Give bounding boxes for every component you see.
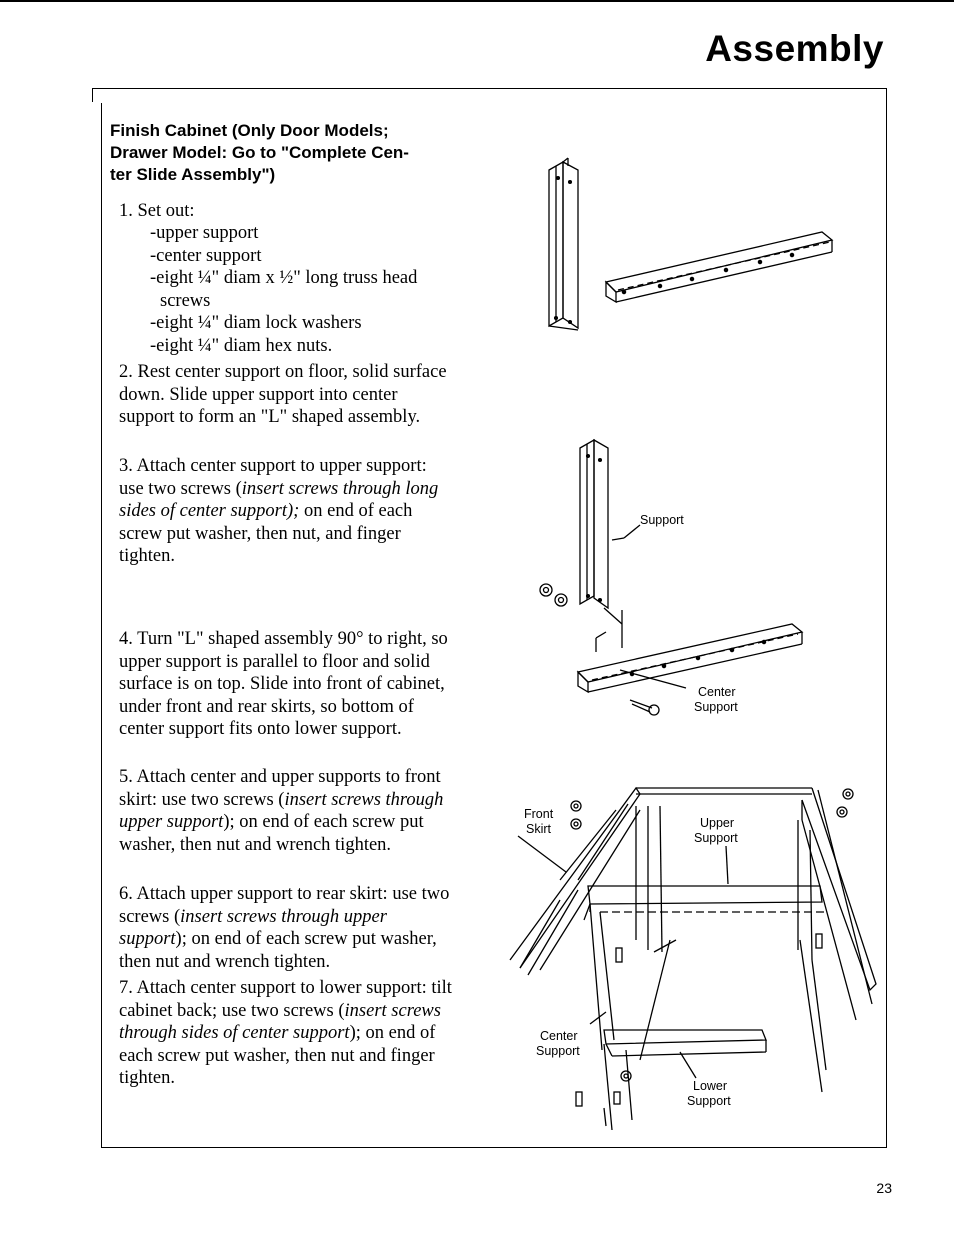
list-item: -center support [150,245,262,266]
step-3-text: 3. Attach center support to upper support: use two screws ( [119,456,427,499]
step-7-text-end: ); on end of each screw put washer, then nut and finger tighten. [119,1023,436,1088]
step-5-text: 5. Attach center and upper supports to front skirt: use two screws ( [119,767,441,810]
step-6-italic: insert screws through upper support [119,906,387,949]
step-3-text-end: on end of each screw put washer, then nut, and finger tighten. [119,501,413,566]
list-item: -eight ¼" diam lock washers [150,313,362,333]
support-drawing-2 [540,440,640,652]
step-7-italic: insert screws through sides of center support [119,1000,441,1043]
heading-line: Finish Cabinet (Only Door Models; [110,121,389,140]
front-label: Front [524,807,554,821]
upper-support-drawing-1 [606,232,832,302]
center-label-2: Center [540,1029,578,1043]
center-support-drawing-2 [578,624,802,715]
center-support-drawing-1 [549,158,578,330]
list-item: -eight ¼" diam hex nuts. [150,335,333,356]
step-3-italic: insert screws through long sides of center support); [119,478,439,521]
upper-support-label: Support [694,831,738,845]
step-5-text-end: ); on end of each screw put washer, then nut and wrench tighten. [119,812,424,855]
list-item: screws [160,290,211,311]
step-5-italic: insert screws through upper support [119,789,444,832]
step-6-text: 6. Attach upper support to rear skirt: use two screws ( [119,884,450,927]
center-label: Center [698,685,736,699]
step-1-lead: 1. Set out: [119,201,195,221]
center-support-label: Support [694,700,738,714]
support-label: Support [640,513,684,527]
step-4: 4. Turn "L" shaped assembly 90° to right, so upper support is parallel to floor and solid surface is on top. Slide into front of cabinet, under front and rear skirts, so bottom of center support fits onto lower support. [119,629,448,739]
skirt-label: Skirt [526,822,551,836]
step-2: 2. Rest center support on floor, solid surface down. Slide upper support into center support to form an "L" shaped assembly. [119,362,447,427]
page-number: 23 [876,1180,892,1196]
list-item: -eight ¼" diam x ½" long truss head [150,268,418,288]
step-7-text: 7. Attach center support to lower support: tilt cabinet back; use two screws ( [119,978,452,1021]
page-title: Assembly [705,28,884,69]
step-6-text-end: ); on end of each screw put washer, then nut and wrench tighten. [119,929,437,972]
list-item: -upper support [150,223,259,243]
center-support-label-2: Support [536,1044,580,1058]
upper-label: Upper [700,816,735,830]
heading-line: ter Slide Assembly") [110,165,276,184]
lower-support-label: Support [687,1094,731,1108]
lower-label: Lower [693,1079,728,1093]
heading-line: Drawer Model: Go to "Complete Cen- [110,143,409,162]
